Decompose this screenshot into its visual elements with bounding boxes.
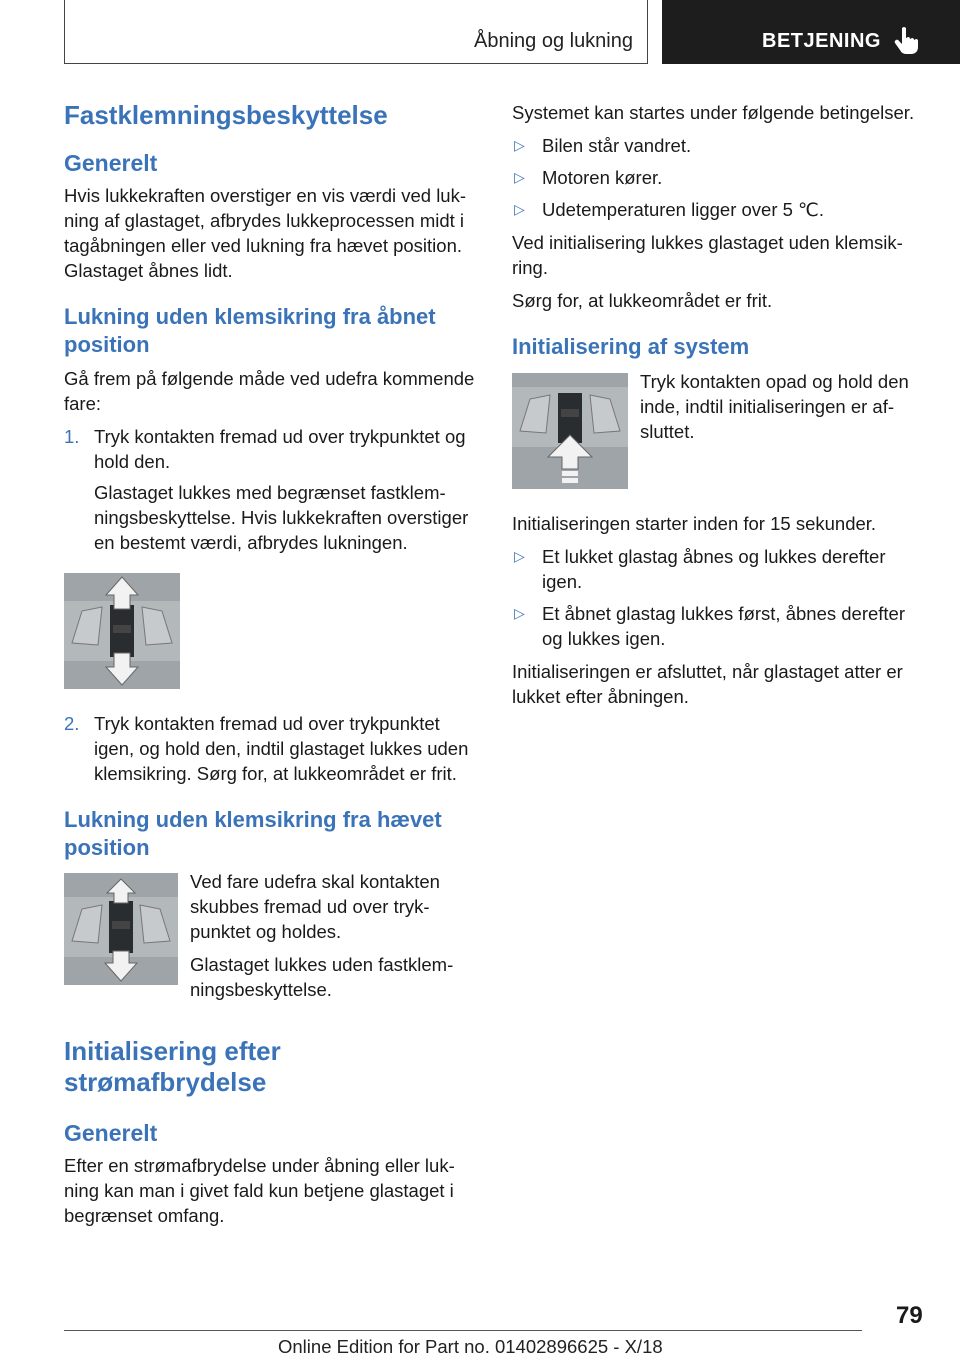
subheading-generelt-1: Generelt	[64, 150, 158, 177]
subheading-lukning-aabnet: Lukning uden klemsikring fra åbnet position	[64, 304, 436, 357]
subheading-lukning-haevet: Lukning uden klemsikring fra hævet position	[64, 807, 442, 860]
heading-fastklemning: Fastklemningsbeskyttelse	[64, 100, 388, 130]
condition-item: ▷ Motoren kører.	[514, 167, 663, 188]
step-2-number: 2.	[64, 713, 80, 735]
hand-pointer-icon	[894, 26, 920, 54]
initialisering-item: ▷ Et åbnet glastag lukkes først, åbnes derefter og lukkes igen.	[514, 602, 905, 649]
footer-edition: Online Edition for Part no. 01402896625 - X/18	[278, 1336, 663, 1357]
triangle-bullet-icon: ▷	[514, 169, 525, 185]
paragraph-initialisering-starter: Initialiseringen starter inden for 15 sekunder.	[512, 512, 877, 534]
triangle-bullet-icon: ▷	[514, 137, 525, 153]
paragraph-initialisering-afsluttet: Initialiseringen er afsluttet, når glastaget atter er lukket efter åbningen.	[512, 660, 903, 707]
subheading-generelt-2: Generelt	[64, 1119, 158, 1146]
condition-item: ▷ Bilen står vandret.	[514, 135, 692, 156]
step-1-result: Glastaget lukkes med begrænset fastklemningsbeskyttelse. Hvis lukkekraften overstiger en bestemt værdi, afbrydes lukningen.	[94, 482, 469, 554]
switch-push-up-image	[512, 373, 628, 489]
conditions-list	[512, 133, 924, 222]
steps-list-1	[64, 424, 482, 555]
paragraph-haevet-1: Ved fare udefra skal kontakten skubbes fremad ud over trykpunktet og holdes.	[190, 871, 440, 943]
paragraph-fare: Gå frem på følgende måde ved udefra kommende fare:	[64, 368, 475, 415]
paragraph-luk-omraade: Sørg for, at lukkeområdet er frit.	[512, 290, 773, 311]
header-chapter-box	[662, 0, 960, 64]
right-column	[512, 100, 924, 717]
step-1	[64, 424, 482, 555]
initialisering-item: ▷ Et lukket glastag åbnes og lukkes derefter igen.	[514, 545, 886, 592]
step-2-text: Tryk kontakten fremad ud over trykpunktet igen, og hold den, indtil glastaget lukkes uden klemsikring. Sørg for, at lukkeområdet er frit.	[94, 713, 469, 785]
paragraph-haevet-2: Glastaget lukkes uden fastklemningsbeskyttelse.	[190, 954, 454, 1001]
step-1-text: Tryk kontakten fremad ud over trykpunktet og hold den.	[94, 426, 466, 473]
header-chapter-title: BETJENING	[762, 30, 881, 52]
page-number: 79	[896, 1302, 923, 1329]
paragraph-initialisering-klemsikring: Ved initialisering lukkes glastaget uden klemsikring.	[512, 232, 903, 278]
switch-push-image	[64, 873, 178, 985]
header-section-title: Åbning og lukning	[473, 30, 633, 52]
paragraph-initialisering-system: Tryk kontakten opad og hold den inde, indtil initialiseringen er afsluttet.	[640, 370, 909, 442]
haevet-block	[64, 869, 482, 1010]
initialisering-list	[512, 544, 924, 651]
triangle-bullet-icon: ▷	[514, 547, 525, 564]
footer-divider	[64, 1330, 862, 1331]
triangle-bullet-icon: ▷	[514, 201, 525, 217]
paragraph-conditions-intro: Systemet kan startes under følgende betingelser.	[512, 102, 915, 123]
paragraph-generelt-1: Hvis lukkekraften overstiger en vis værdi ved lukning af glastaget, afbrydes lukkeprocessen midt i tagåbningen eller ved lukning fra hævet position. Glastaget åbnes lidt.	[64, 185, 467, 282]
heading-initialisering-efter: Initialisering efter strømafbrydelse	[64, 1036, 281, 1098]
left-column	[64, 100, 482, 1236]
subheading-initialisering-system: Initialisering af system	[512, 334, 750, 359]
step-2	[64, 711, 482, 786]
condition-item: ▷ Udetemperaturen ligger over 5 ℃.	[514, 199, 824, 220]
header-section-box	[64, 0, 648, 64]
step-1-number: 1.	[64, 426, 80, 448]
triangle-bullet-icon: ▷	[514, 604, 525, 621]
paragraph-generelt-2: Efter en strømafbrydelse under åbning eller lukning kan man i givet fald kun betjene glastaget i begrænset omfang.	[64, 1154, 455, 1226]
switch-push-pull-image	[64, 573, 180, 689]
initialisering-block	[512, 369, 924, 493]
steps-list-2	[64, 711, 482, 786]
